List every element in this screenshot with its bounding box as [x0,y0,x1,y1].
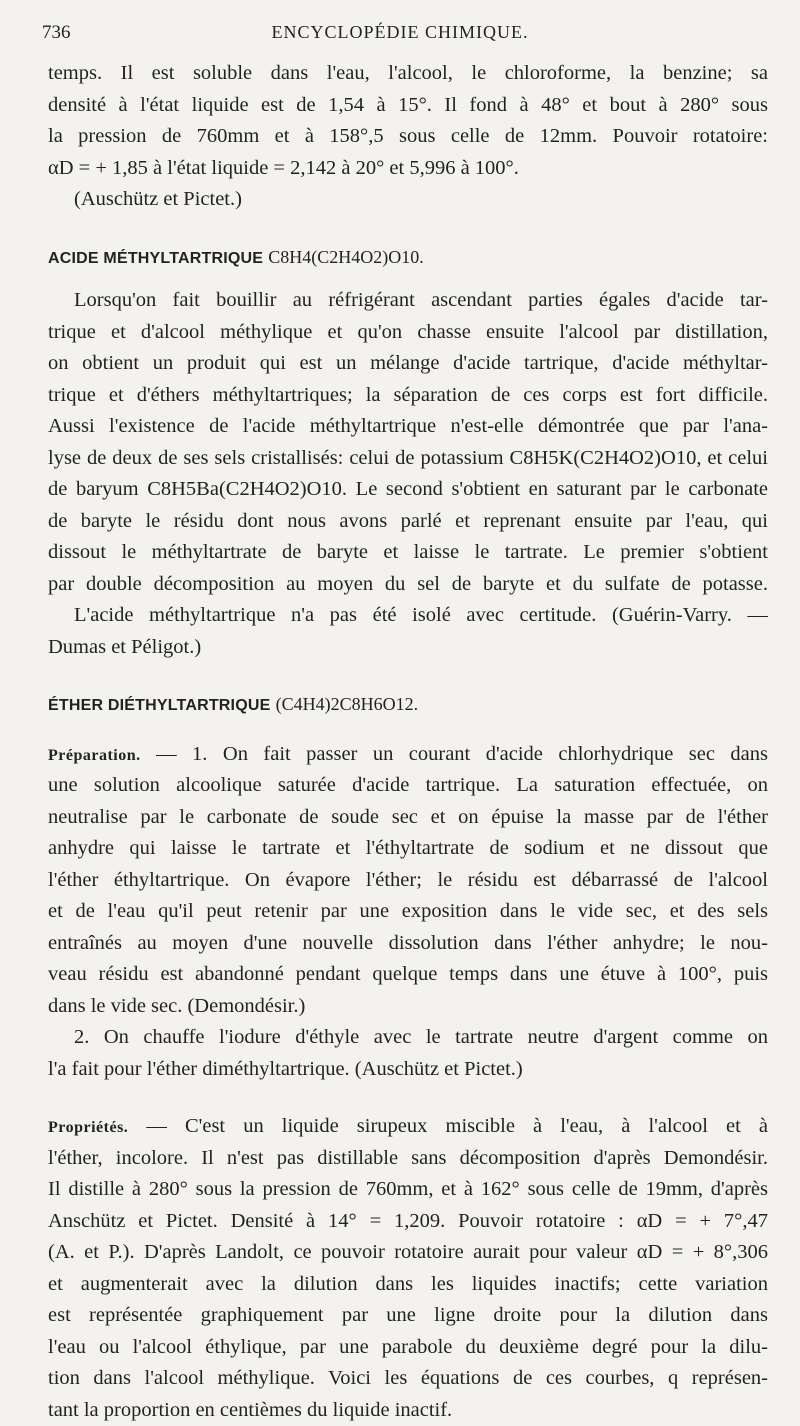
text-line: densité à l'état liquide est de 1,54 à 15°. Il fond à 48° et bout à 280° sous [48,90,768,122]
text-line: et de l'eau qu'il peut retenir par une exposition dans le vide sec, et des sels [48,896,768,928]
text-line: de baryte le résidu dont nous avons parlé et reprenant ensuite par l'eau, qui [48,506,768,538]
text-line: on obtient un produit qui est un mélange d'acide tartrique, d'acide méthyltar- [48,348,768,380]
text-line: trique et d'alcool méthylique et qu'on chasse ensuite l'alcool par distillation, [48,317,768,349]
text-line: et augmenterait avec la dilution dans les liquides inactifs; cette variation [48,1269,768,1301]
text-line: l'eau ou l'alcool éthylique, par une parabole du deuxième degré pour la dilu- [48,1332,768,1364]
text-line: entraînés au moyen d'une nouvelle dissolution dans l'éther anhydre; le nou- [48,928,768,960]
text-line: tion dans l'alcool méthylique. Voici les équations de ces courbes, q représen- [48,1363,768,1395]
heading-formula: (C4H4)2C8H6O12. [276,694,419,714]
text-line: est représentée graphiquement par une ligne droite pour la dilution dans [48,1300,768,1332]
running-title: ENCYCLOPÉDIE CHIMIQUE. [40,22,760,43]
text-line: la pression de 760mm et à 158°,5 sous celle de 12mm. Pouvoir rotatoire: [48,121,768,153]
text-line: Anschütz et Pictet. Densité à 14° = 1,209. Pouvoir rotatoire : αD = + 7°,47 [48,1206,768,1238]
run-in-heading-preparation: Préparation. [48,747,141,764]
text-line: L'acide méthyltartrique n'a pas été isolé avec certitude. (Guérin-Varry. — [48,600,768,632]
text-line: (A. et P.). D'après Landolt, ce pouvoir rotatoire aurait pour valeur αD = + 8°,306 [48,1237,768,1269]
text-line: veau résidu est abandonné pendant quelque temps dans une étuve à 100°, puis [48,959,768,991]
text-line: une solution alcoolique saturée d'acide tartrique. La saturation effectuée, on [48,770,768,802]
text-line: neutralise par le carbonate de soude sec et on épuise la masse par de l'éther [48,802,768,834]
text-line: 2. On chauffe l'iodure d'éthyle avec le tartrate neutre d'argent comme on [48,1022,768,1054]
text-line: tant la proportion en centièmes du liquide inactif. [48,1395,768,1426]
run-in-heading-properties: Propriétés. [48,1119,128,1136]
text-line: l'éther éthyltartrique. On évapore l'éther; le résidu est débarrassé de l'alcool [48,865,768,897]
text-line: Lorsqu'on fait bouillir au réfrigérant ascendant parties égales d'acide tar- [48,285,768,317]
heading-label: ÉTHER DIÉTHYLTARTRIQUE [48,697,270,714]
paragraph-preparation-first-line [48,739,768,771]
section-heading-methyltartaric-acid [48,242,768,274]
text-line: dissout le méthyltartrate de baryte et laisse le tartrate. Le premier s'obtient [48,537,768,569]
heading-label: ACIDE MÉTHYLTARTRIQUE [48,250,263,267]
text-line: l'éther, incolore. Il n'est pas distillable sans décomposition d'après Demondésir. [48,1143,768,1175]
heading-formula: C8H4(C2H4O2)O10. [268,247,424,267]
page-body [48,58,768,1426]
text-line: temps. Il est soluble dans l'eau, l'alcool, le chloroforme, la benzine; sa [48,58,768,90]
text-line: αD = + 1,85 à l'état liquide = 2,142 à 20° et 5,996 à 100°. [48,153,768,185]
text-line: dans le vide sec. (Demondésir.) [48,991,768,1023]
text-run: — 1. On fait passer un courant d'acide chlorhydrique sec dans [156,743,768,765]
text-line: anhydre qui laisse le tartrate et l'éthyltartrate de sodium et ne dissout que [48,833,768,865]
text-line: lyse de deux de ses sels cristallisés: celui de potassium C8H5K(C2H4O2)O10, et celui [48,443,768,475]
text-line: Aussi l'existence de l'acide méthyltartrique n'est-elle démontrée que par l'ana- [48,411,768,443]
page-number: 736 [42,22,71,44]
text-run: — C'est un liquide sirupeux miscible à l'eau, à l'alcool et à [146,1115,768,1137]
paragraph-properties-first-line [48,1111,768,1143]
page-header [40,22,760,48]
text-line: Dumas et Péligot.) [48,632,768,664]
text-line: de baryum C8H5Ba(C2H4O2)O10. Le second s'obtient en saturant par le carbonate [48,474,768,506]
text-line: l'a fait pour l'éther diméthyltartrique. (Auschütz et Pictet.) [48,1054,768,1086]
text-line: Il distille à 280° sous la pression de 760mm, et à 162° sous celle de 19mm, d'après [48,1174,768,1206]
text-line: trique et d'éthers méthyltartriques; la séparation de ces corps est fort difficile. [48,380,768,412]
text-line: par double décomposition au moyen du sel de baryte et du sulfate de potasse. [48,569,768,601]
text-line: (Auschütz et Pictet.) [48,184,768,216]
section-heading-diethyl-tartrate [48,689,768,721]
